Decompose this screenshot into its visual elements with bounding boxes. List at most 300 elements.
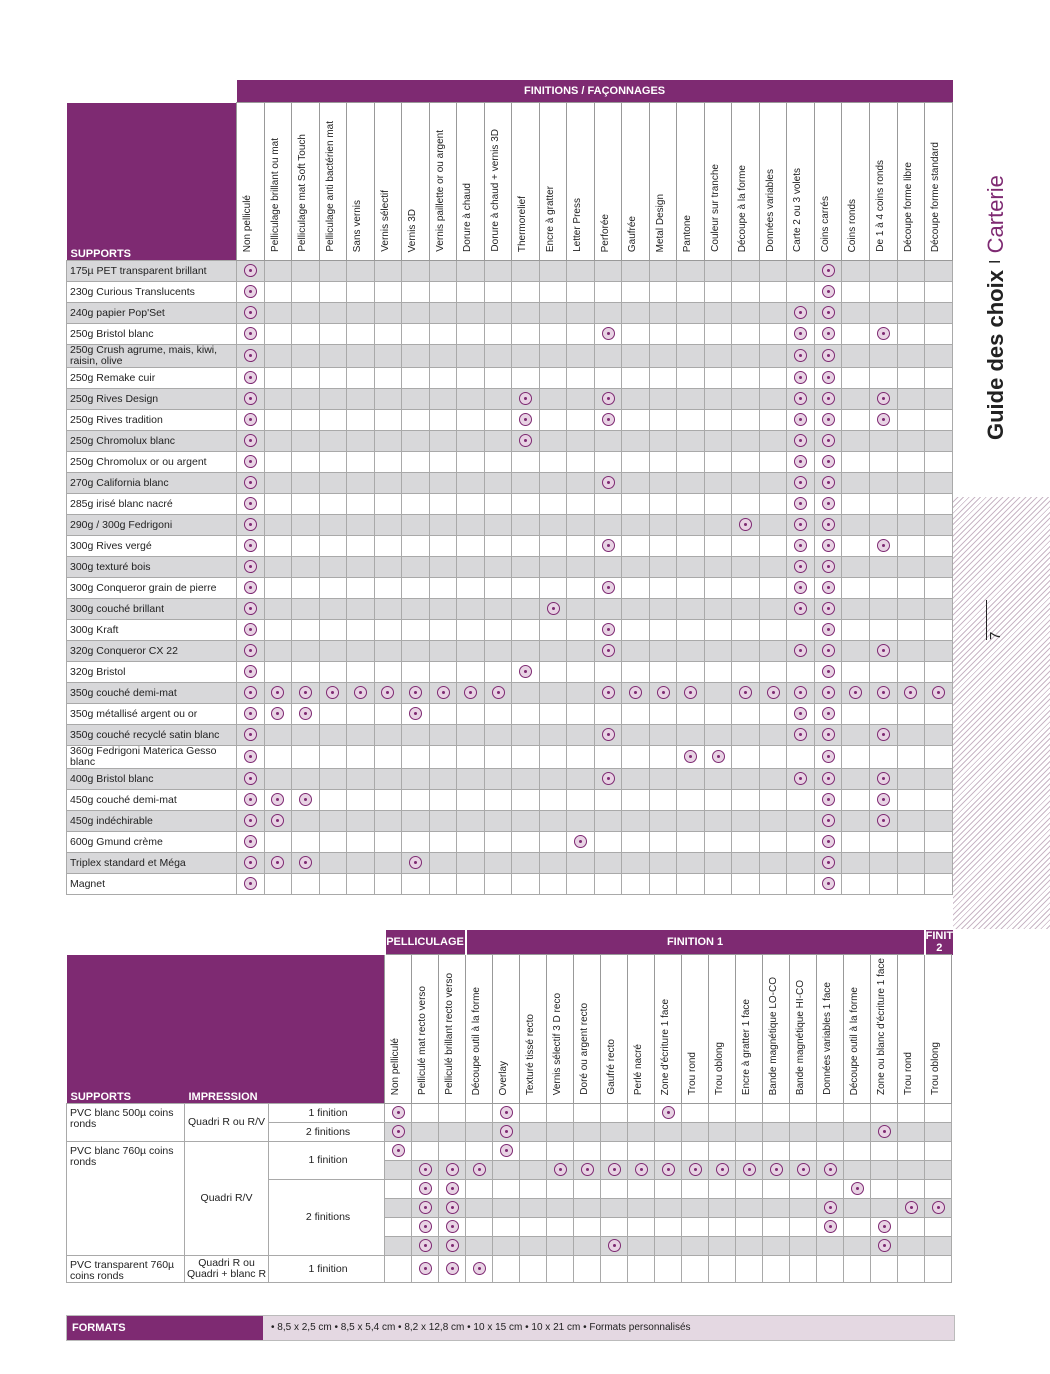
availability-dot (794, 707, 807, 720)
option-cell (374, 324, 402, 345)
availability-dot (662, 1106, 675, 1119)
option-cell (493, 1104, 520, 1123)
option-cell (628, 1237, 655, 1256)
availability-dot (419, 1220, 432, 1233)
option-cell (655, 1142, 682, 1161)
availability-dot (822, 750, 835, 763)
side-title (983, 80, 1023, 440)
option-cell (759, 683, 787, 704)
support-name: 250g Crush agrume, mais, kiwi, raisin, olive (67, 345, 237, 368)
option-cell (466, 1199, 493, 1218)
option-cell (385, 1142, 412, 1161)
option-cell (622, 368, 650, 389)
option-cell (925, 790, 953, 811)
option-cell (594, 389, 622, 410)
availability-dot (244, 728, 257, 741)
support-name: PVC blanc 500µ coins ronds (67, 1104, 185, 1142)
option-cell (817, 1237, 844, 1256)
option-cell (319, 704, 347, 725)
option-cell (319, 811, 347, 832)
option-cell (787, 368, 815, 389)
option-cell (709, 1123, 736, 1142)
option-cell (677, 599, 705, 620)
column-header (736, 955, 763, 1104)
availability-dot (473, 1163, 486, 1176)
option-cell (347, 746, 375, 769)
option-cell (677, 389, 705, 410)
availability-dot (244, 793, 257, 806)
option-cell (264, 746, 292, 769)
option-cell (457, 515, 485, 536)
option-cell (493, 1256, 520, 1283)
column-header (925, 103, 953, 261)
option-cell (493, 1237, 520, 1256)
supports-header: SUPPORTS (67, 103, 237, 261)
option-cell (484, 811, 512, 832)
option-cell (264, 368, 292, 389)
column-label: Gaufrée (627, 215, 639, 252)
option-cell (925, 557, 953, 578)
option-cell (682, 1256, 709, 1283)
option-cell (292, 725, 320, 746)
option-cell (539, 746, 567, 769)
availability-dot (794, 602, 807, 615)
option-cell (787, 494, 815, 515)
option-cell (539, 557, 567, 578)
option-cell (814, 811, 842, 832)
option-cell (466, 1218, 493, 1237)
support-name: 290g / 300g Fedrigoni (67, 515, 237, 536)
group-header: FINITIONS / FAÇONNAGES (237, 80, 953, 103)
option-cell (732, 536, 760, 557)
support-name: 230g Curious Translucents (67, 282, 237, 303)
option-cell (594, 536, 622, 557)
option-cell (539, 853, 567, 874)
option-cell (622, 769, 650, 790)
option-cell (594, 473, 622, 494)
option-cell (539, 683, 567, 704)
option-cell (402, 769, 430, 790)
option-cell (429, 282, 457, 303)
option-cell (814, 874, 842, 895)
option-cell (385, 1218, 412, 1237)
option-cell (567, 599, 595, 620)
option-cell (594, 704, 622, 725)
support-name: PVC blanc 760µ coins ronds (67, 1142, 185, 1256)
option-cell (622, 704, 650, 725)
option-cell (871, 1237, 898, 1256)
availability-dot (244, 497, 257, 510)
option-cell (842, 494, 870, 515)
impression-type: Quadri R/V (185, 1142, 269, 1256)
availability-dot (326, 686, 339, 699)
option-cell (677, 303, 705, 324)
option-cell (704, 599, 732, 620)
option-cell (870, 853, 898, 874)
option-cell (539, 324, 567, 345)
option-cell (292, 746, 320, 769)
availability-dot (547, 602, 560, 615)
option-cell (763, 1199, 790, 1218)
option-cell (842, 515, 870, 536)
option-cell (484, 578, 512, 599)
option-cell (925, 683, 953, 704)
option-cell (814, 790, 842, 811)
option-cell (814, 769, 842, 790)
option-cell (897, 431, 925, 452)
option-cell (402, 620, 430, 641)
option-cell (842, 261, 870, 282)
option-cell (237, 853, 265, 874)
formats-label: FORMATS (67, 1316, 263, 1340)
option-cell (925, 1104, 952, 1123)
option-cell (844, 1180, 871, 1199)
option-cell (484, 853, 512, 874)
option-cell (925, 725, 953, 746)
option-cell (520, 1123, 547, 1142)
option-cell (402, 832, 430, 853)
availability-dot (794, 476, 807, 489)
option-cell (567, 641, 595, 662)
option-cell (601, 1142, 628, 1161)
column-header (264, 103, 292, 261)
option-cell (842, 853, 870, 874)
option-cell (682, 1123, 709, 1142)
option-cell (319, 662, 347, 683)
column-label: Vernis paillette or ou argent (434, 130, 446, 252)
column-header (709, 955, 736, 1104)
availability-dot (602, 772, 615, 785)
option-cell (264, 345, 292, 368)
option-cell (292, 599, 320, 620)
column-header (402, 103, 430, 261)
option-cell (677, 324, 705, 345)
option-cell (732, 769, 760, 790)
option-cell (512, 368, 540, 389)
option-cell (704, 282, 732, 303)
option-cell (594, 515, 622, 536)
option-cell (237, 620, 265, 641)
option-cell (870, 790, 898, 811)
option-cell (897, 832, 925, 853)
option-cell (677, 557, 705, 578)
option-cell (429, 746, 457, 769)
support-name: 300g couché brillant (67, 599, 237, 620)
option-cell (677, 410, 705, 431)
option-cell (539, 473, 567, 494)
support-name: 175µ PET transparent brillant (67, 261, 237, 282)
option-cell (484, 282, 512, 303)
option-cell (870, 874, 898, 895)
option-cell (655, 1199, 682, 1218)
option-cell (817, 1256, 844, 1283)
column-header (547, 955, 574, 1104)
finition-count: 2 finitions (269, 1123, 385, 1142)
option-cell (539, 725, 567, 746)
option-cell (897, 811, 925, 832)
option-cell (870, 620, 898, 641)
option-cell (412, 1237, 439, 1256)
availability-dot (878, 1239, 891, 1252)
support-name: 250g Rives Design (67, 389, 237, 410)
option-cell (622, 853, 650, 874)
option-cell (704, 303, 732, 324)
option-cell (655, 1218, 682, 1237)
option-cell (814, 641, 842, 662)
option-cell (493, 1161, 520, 1180)
option-cell (457, 494, 485, 515)
option-cell (539, 599, 567, 620)
option-cell (842, 874, 870, 895)
option-cell (925, 1161, 952, 1180)
availability-dot (271, 814, 284, 827)
option-cell (871, 1104, 898, 1123)
option-cell (844, 1199, 871, 1218)
availability-dot (244, 581, 257, 594)
option-cell (871, 1199, 898, 1218)
column-header (677, 103, 705, 261)
option-cell (897, 683, 925, 704)
option-cell (429, 473, 457, 494)
option-cell (539, 704, 567, 725)
option-cell (484, 389, 512, 410)
option-cell (567, 811, 595, 832)
column-label: Découpe à la forme (737, 164, 749, 252)
option-cell (925, 1199, 952, 1218)
option-cell (787, 704, 815, 725)
option-cell (649, 599, 677, 620)
option-cell (814, 683, 842, 704)
option-cell (347, 641, 375, 662)
option-cell (622, 599, 650, 620)
option-cell (682, 1104, 709, 1123)
option-cell (759, 345, 787, 368)
availability-dot (794, 772, 807, 785)
availability-dot (877, 793, 890, 806)
option-cell (732, 578, 760, 599)
option-cell (292, 811, 320, 832)
option-cell (292, 662, 320, 683)
option-cell (870, 515, 898, 536)
option-cell (237, 578, 265, 599)
column-header (704, 103, 732, 261)
availability-dot (794, 349, 807, 362)
option-cell (466, 1256, 493, 1283)
availability-dot (716, 1163, 729, 1176)
option-cell (677, 261, 705, 282)
option-cell (484, 790, 512, 811)
option-cell (319, 452, 347, 473)
option-cell (347, 790, 375, 811)
option-cell (925, 515, 953, 536)
column-label: Pelliculé mat recto verso (417, 986, 429, 1095)
option-cell (457, 769, 485, 790)
option-cell (759, 811, 787, 832)
option-cell (567, 832, 595, 853)
option-cell (402, 410, 430, 431)
option-cell (709, 1104, 736, 1123)
availability-dot (662, 1163, 675, 1176)
support-name: 320g Conqueror CX 22 (67, 641, 237, 662)
option-cell (622, 389, 650, 410)
option-cell (677, 368, 705, 389)
group-header: FINITION 2 (925, 930, 973, 954)
option-cell (374, 578, 402, 599)
option-cell (547, 1104, 574, 1123)
option-cell (457, 536, 485, 557)
option-cell (594, 324, 622, 345)
availability-dot (794, 327, 807, 340)
option-cell (512, 769, 540, 790)
option-cell (677, 620, 705, 641)
option-cell (897, 345, 925, 368)
option-cell (628, 1142, 655, 1161)
availability-dot (446, 1220, 459, 1233)
table-row (67, 599, 953, 620)
column-label: Trou rond (687, 1052, 699, 1095)
option-cell (732, 515, 760, 536)
option-cell (649, 536, 677, 557)
availability-dot (824, 1220, 837, 1233)
formats-list: • 8,5 x 2,5 cm • 8,5 x 5,4 cm • 8,2 x 12,8 cm • 10 x 15 cm • 10 x 21 cm • Formats personnalisés (263, 1316, 954, 1340)
option-cell (429, 536, 457, 557)
option-cell (709, 1256, 736, 1283)
option-cell (897, 662, 925, 683)
option-cell (677, 811, 705, 832)
option-cell (704, 874, 732, 895)
option-cell (677, 874, 705, 895)
option-cell (429, 599, 457, 620)
option-cell (842, 536, 870, 557)
option-cell (763, 1237, 790, 1256)
blank-corner (67, 80, 237, 103)
option-cell (512, 345, 540, 368)
option-cell (682, 1142, 709, 1161)
option-cell (628, 1218, 655, 1237)
option-cell (814, 261, 842, 282)
option-cell (759, 620, 787, 641)
option-cell (814, 494, 842, 515)
option-cell (790, 1161, 817, 1180)
column-label: Dorure à chaud + vernis 3D (489, 129, 501, 252)
support-name: 300g Rives vergé (67, 536, 237, 557)
option-cell (704, 536, 732, 557)
option-cell (319, 725, 347, 746)
option-cell (237, 494, 265, 515)
option-cell (925, 874, 953, 895)
option-cell (677, 662, 705, 683)
option-cell (844, 1104, 871, 1123)
column-header (870, 103, 898, 261)
availability-dot (244, 455, 257, 468)
table-row (67, 1256, 954, 1283)
option-cell (567, 389, 595, 410)
option-cell (704, 324, 732, 345)
option-cell (264, 557, 292, 578)
option-cell (925, 368, 953, 389)
option-cell (402, 557, 430, 578)
availability-dot (822, 814, 835, 827)
option-cell (897, 303, 925, 324)
option-cell (512, 261, 540, 282)
option-cell (374, 725, 402, 746)
support-name: 360g Fedrigoni Materica Gesso blanc (67, 746, 237, 769)
option-cell (429, 324, 457, 345)
option-cell (814, 431, 842, 452)
option-cell (374, 599, 402, 620)
option-cell (292, 303, 320, 324)
option-cell (567, 515, 595, 536)
option-cell (264, 536, 292, 557)
option-cell (787, 345, 815, 368)
availability-dot (905, 1201, 918, 1214)
availability-dot (822, 413, 835, 426)
option-cell (567, 431, 595, 452)
option-cell (292, 557, 320, 578)
option-cell (787, 473, 815, 494)
availability-dot (446, 1163, 459, 1176)
option-cell (264, 431, 292, 452)
option-cell (319, 515, 347, 536)
option-cell (457, 410, 485, 431)
impression-type: Quadri R ou R/V (185, 1104, 269, 1142)
option-cell (594, 725, 622, 746)
option-cell (484, 324, 512, 345)
availability-dot (877, 539, 890, 552)
option-cell (292, 515, 320, 536)
column-label: Découpe forme standard (930, 141, 942, 252)
option-cell (897, 473, 925, 494)
option-cell (897, 536, 925, 557)
option-cell (374, 473, 402, 494)
option-cell (374, 683, 402, 704)
column-label: Coins carrés (819, 195, 831, 252)
column-header (628, 955, 655, 1104)
option-cell (484, 515, 512, 536)
option-cell (677, 494, 705, 515)
option-cell (870, 578, 898, 599)
availability-dot (932, 1201, 945, 1214)
option-cell (385, 1104, 412, 1123)
option-cell (567, 324, 595, 345)
option-cell (429, 410, 457, 431)
availability-dot (797, 1163, 810, 1176)
support-name: 250g Bristol blanc (67, 324, 237, 345)
option-cell (402, 662, 430, 683)
option-cell (237, 282, 265, 303)
option-cell (790, 1123, 817, 1142)
option-cell (594, 790, 622, 811)
option-cell (925, 1180, 952, 1199)
option-cell (493, 1199, 520, 1218)
option-cell (374, 662, 402, 683)
option-cell (732, 790, 760, 811)
option-cell (655, 1237, 682, 1256)
option-cell (484, 874, 512, 895)
availability-dot (500, 1106, 513, 1119)
option-cell (732, 282, 760, 303)
option-cell (347, 452, 375, 473)
option-cell (457, 641, 485, 662)
option-cell (594, 641, 622, 662)
support-name: Triplex standard et Méga (67, 853, 237, 874)
option-cell (622, 410, 650, 431)
availability-dot (602, 686, 615, 699)
option-cell (594, 494, 622, 515)
availability-dot (877, 814, 890, 827)
table-row (67, 345, 953, 368)
option-cell (574, 1161, 601, 1180)
